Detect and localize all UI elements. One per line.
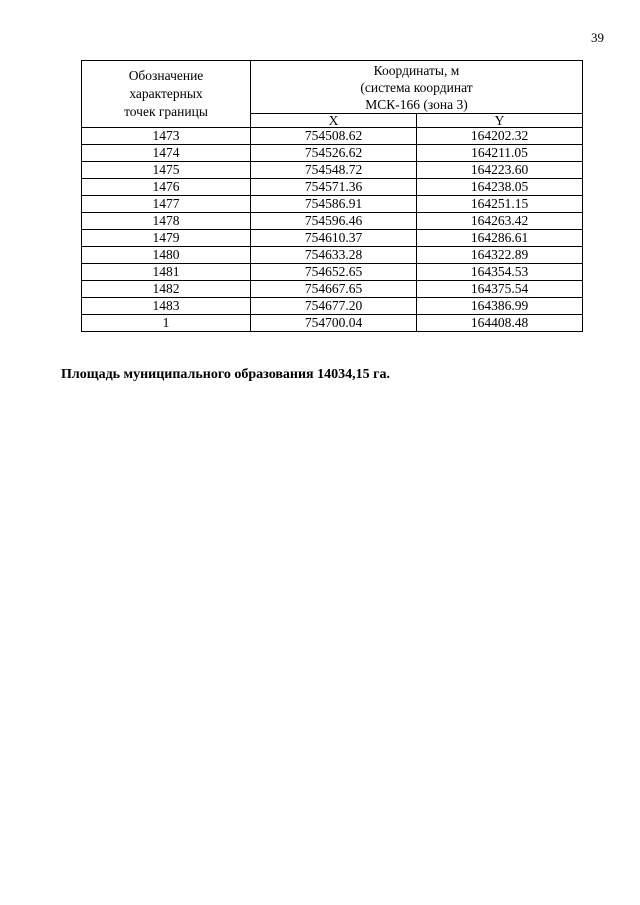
cell-y: 164386.99	[417, 298, 583, 315]
cell-point: 1477	[82, 196, 251, 213]
cell-point: 1481	[82, 264, 251, 281]
cell-x: 754526.62	[251, 145, 417, 162]
cell-y: 164375.54	[417, 281, 583, 298]
cell-point: 1	[82, 315, 251, 332]
cell-x: 754548.72	[251, 162, 417, 179]
table-body	[82, 128, 583, 332]
cell-y: 164408.48	[417, 315, 583, 332]
cell-x: 754596.46	[251, 213, 417, 230]
table-row	[82, 230, 583, 247]
table-row	[82, 247, 583, 264]
cell-point: 1480	[82, 247, 251, 264]
table-row	[82, 213, 583, 230]
cell-y: 164238.05	[417, 179, 583, 196]
cell-point: 1482	[82, 281, 251, 298]
header-coordinates: Координаты, м (система координат МСК-166 (зона 3)	[251, 61, 583, 114]
cell-x: 754633.28	[251, 247, 417, 264]
header-y: Y	[417, 114, 583, 128]
cell-point: 1475	[82, 162, 251, 179]
coordinates-table	[81, 60, 583, 332]
cell-y: 164263.42	[417, 213, 583, 230]
cell-y: 164251.15	[417, 196, 583, 213]
cell-y: 164354.53	[417, 264, 583, 281]
cell-point: 1474	[82, 145, 251, 162]
cell-point: 1476	[82, 179, 251, 196]
cell-point: 1483	[82, 298, 251, 315]
cell-y: 164322.89	[417, 247, 583, 264]
cell-y: 164223.60	[417, 162, 583, 179]
cell-point: 1473	[82, 128, 251, 145]
cell-x: 754586.91	[251, 196, 417, 213]
page-number: 39	[591, 30, 604, 45]
table-row	[82, 298, 583, 315]
table-row	[82, 264, 583, 281]
area-note: Площадь муниципального образования 14034,15 га.	[61, 367, 390, 382]
cell-x: 754610.37	[251, 230, 417, 247]
header-point-designation: Обозначение характерных точек границы	[82, 61, 251, 128]
table-row	[82, 196, 583, 213]
table-row	[82, 128, 583, 145]
cell-y: 164286.61	[417, 230, 583, 247]
cell-x: 754508.62	[251, 128, 417, 145]
cell-y: 164202.32	[417, 128, 583, 145]
cell-x: 754700.04	[251, 315, 417, 332]
cell-point: 1479	[82, 230, 251, 247]
table-row	[82, 179, 583, 196]
header-x: X	[251, 114, 417, 128]
table-row	[82, 145, 583, 162]
cell-y: 164211.05	[417, 145, 583, 162]
cell-x: 754652.65	[251, 264, 417, 281]
cell-x: 754667.65	[251, 281, 417, 298]
cell-point: 1478	[82, 213, 251, 230]
table-row	[82, 281, 583, 298]
table-row	[82, 315, 583, 332]
cell-x: 754571.36	[251, 179, 417, 196]
cell-x: 754677.20	[251, 298, 417, 315]
table-row	[82, 162, 583, 179]
